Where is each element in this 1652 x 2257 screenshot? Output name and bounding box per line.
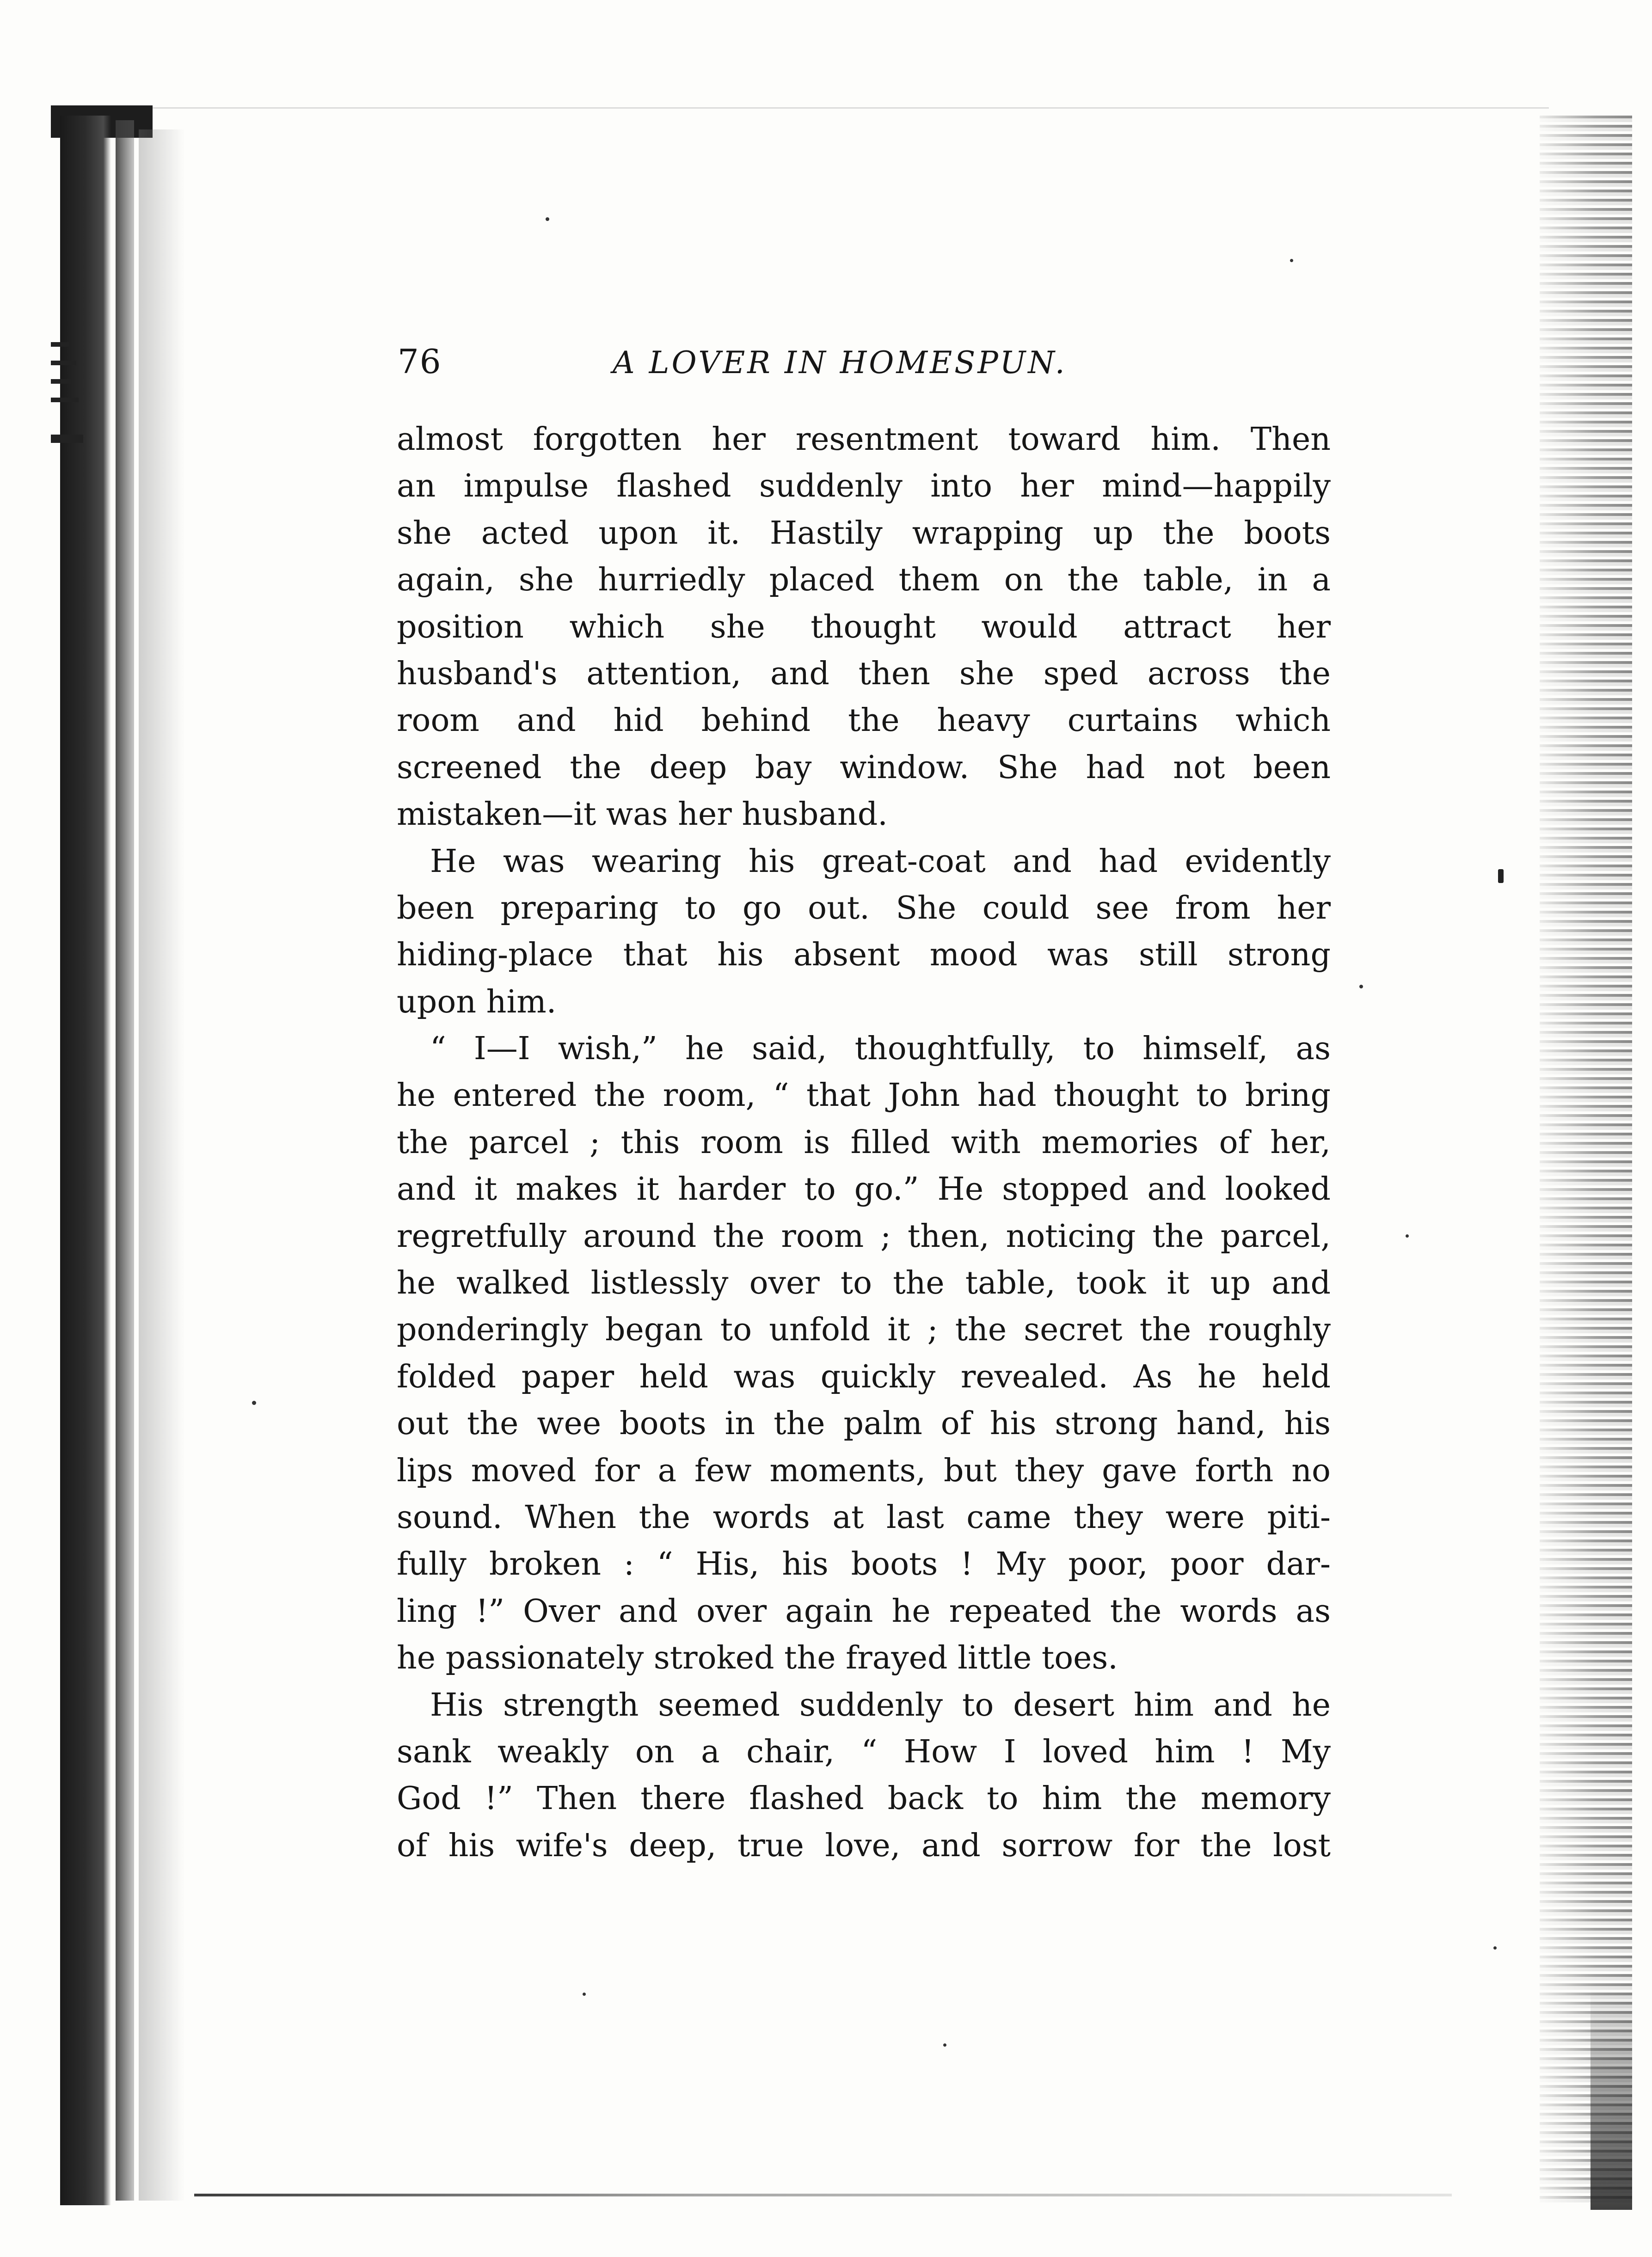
text-line: upon him. (397, 983, 557, 1020)
text-line: screened the deep bay window. She had not been (397, 749, 1331, 786)
text-line: husband's attention, and then she sped across the (397, 655, 1331, 692)
text-line: room and hid behind the heavy curtains which (397, 702, 1331, 739)
speck (1493, 1946, 1497, 1950)
text-line: he walked listlessly over to the table, took it up and (397, 1265, 1331, 1302)
speck (1406, 1234, 1409, 1238)
text-line: hiding-place that his absent mood was still strong (397, 937, 1331, 974)
text-line: God !” Then there flashed back to him the memory (397, 1780, 1331, 1817)
page-right-edge-fade (1540, 116, 1632, 2205)
running-head: A LOVER IN HOMESPUN. (613, 345, 1067, 380)
text-line: sound. When the words at last came they were piti- (397, 1499, 1331, 1536)
page-number: 76 (398, 342, 442, 381)
text-line: ling !” Over and over again he repeated the words as (397, 1593, 1331, 1630)
text-line: she acted upon it. Hastily wrapping up the boots (397, 515, 1331, 552)
text-line: of his wife's deep, true love, and sorrow for the lost (397, 1827, 1331, 1864)
text-line: an impulse flashed suddenly into her mind—happily (397, 468, 1331, 505)
page-top-edge (139, 107, 1549, 109)
text-line: fully broken : “ His, his boots ! My poor, poor dar- (397, 1546, 1331, 1583)
text-line: His strength seemed suddenly to desert him and he (430, 1687, 1331, 1723)
text-line: sank weakly on a chair, “ How I loved him ! My (397, 1733, 1331, 1770)
speck (1359, 985, 1363, 988)
binding-marks (51, 342, 88, 462)
text-line: folded paper held was quickly revealed. As he held (397, 1358, 1331, 1395)
speck (1290, 259, 1293, 262)
text-line: ponderingly began to unfold it ; the secret the roughly (397, 1312, 1331, 1349)
speck (1498, 869, 1504, 883)
text-line: almost forgotten her resentment toward him. Then (397, 421, 1331, 458)
text-line: and it makes it harder to go.” He stopped and looked (397, 1171, 1331, 1208)
text-line: again, she hurriedly placed them on the table, in a (397, 562, 1331, 599)
body-text (397, 416, 1331, 1869)
page-corner-shadow (1591, 1988, 1632, 2210)
text-line: out the wee boots in the palm of his strong hand, his (397, 1405, 1331, 1442)
text-line: he entered the room, “ that John had thought to bring (397, 1077, 1331, 1114)
speck (546, 217, 549, 221)
text-line: He was wearing his great-coat and had evidently (430, 843, 1331, 880)
page-header (398, 342, 1336, 393)
binding-gutter (116, 120, 134, 2201)
text-line: mistaken—it was her husband. (397, 796, 888, 833)
text-line: lips moved for a few moments, but they gave forth no (397, 1452, 1331, 1489)
text-line: been preparing to go out. She could see from her (397, 889, 1331, 926)
speck (252, 1401, 256, 1405)
text-line: regretfully around the room ; then, noticing the parcel, (397, 1218, 1331, 1255)
binding-fade (139, 129, 185, 2201)
page-bottom-edge (194, 2194, 1452, 2196)
speck (583, 1993, 586, 1996)
text-line: the parcel ; this room is filled with memories of her, (397, 1124, 1331, 1161)
text-line: position which she thought would attract her (397, 608, 1331, 645)
text-line: he passionately stroked the frayed little toes. (397, 1640, 1118, 1677)
text-line: “ I—I wish,” he said, thoughtfully, to himself, as (430, 1030, 1331, 1067)
speck (943, 2043, 946, 2047)
